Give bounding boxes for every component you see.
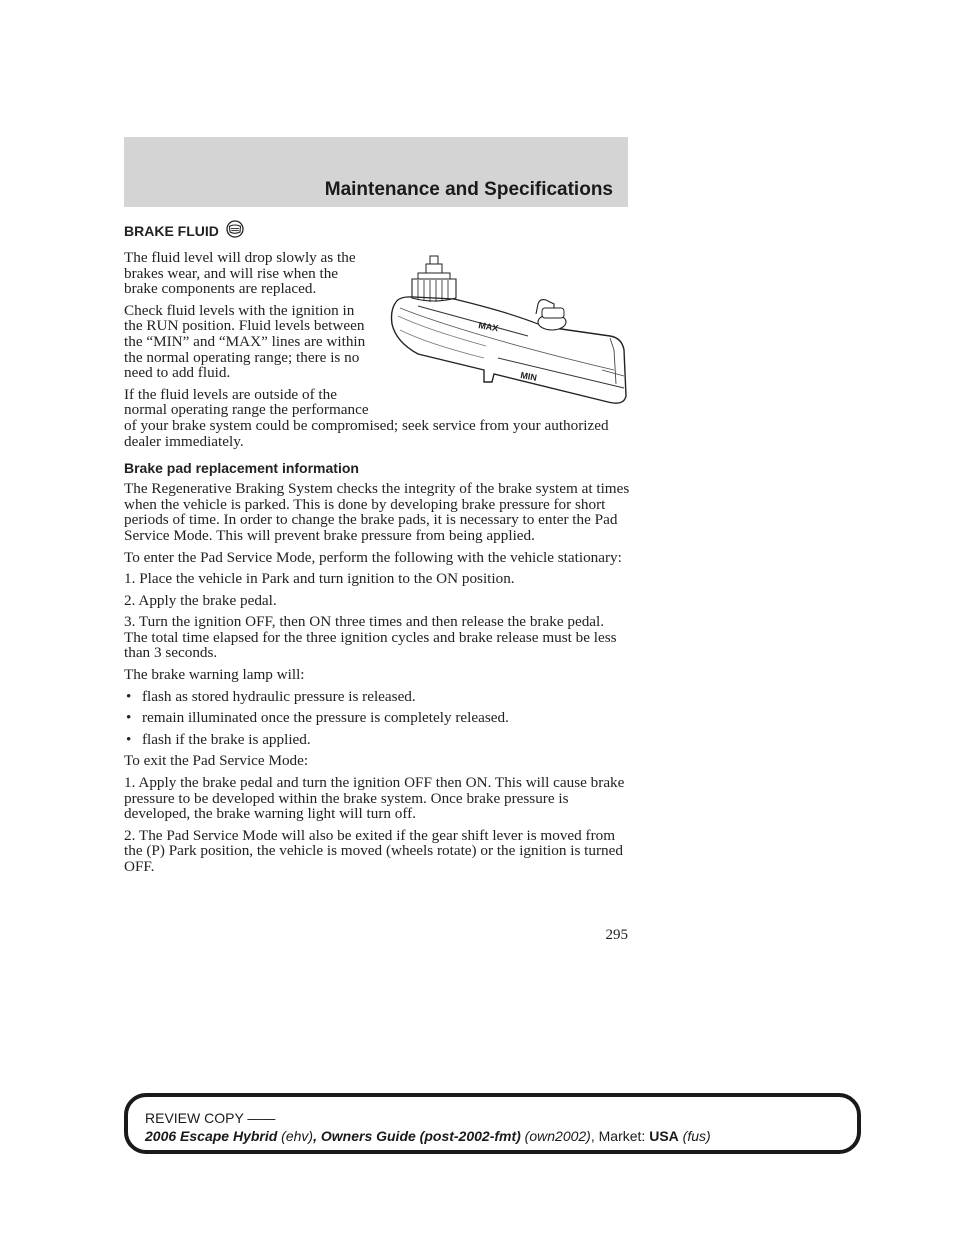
paragraph: The fluid level will drop slowly as the brakes wear, and will rise when the brake components are replaced. [124, 249, 356, 298]
paragraph: The brake warning lamp will: [124, 666, 305, 684]
list-item: • flash if the brake is applied. [126, 730, 311, 748]
brake-fluid-warning-icon [225, 220, 245, 242]
min-label: MIN [519, 370, 538, 383]
header-band [124, 137, 628, 207]
step-item: 2. Apply the brake pedal. [124, 591, 277, 609]
step-item: 1. Place the vehicle in Park and turn ignition to the ON position. [124, 570, 515, 588]
footer-line-2: 2006 Escape Hybrid (ehv), Owners Guide (post-2002-fmt) (own2002), Market: USA (fus) [145, 1128, 711, 1144]
page-number: 295 [605, 927, 628, 943]
paragraph: If the fluid levels are outside of the normal operating range the performance of your brake system could be compromised; seek service from your authorized dealer immediately. [124, 385, 609, 450]
step-item: 2. The Pad Service Mode will also be exited if the gear shift lever is moved from the (P) Park position, the vehicle is moved (wheels rotate) or the ignition is turned OFF. [124, 826, 623, 875]
page-content [124, 220, 630, 881]
paragraph: The Regenerative Braking System checks the integrity of the brake system at times when the vehicle is parked. This is done by developing brake pressure for short periods of time. In order to change the brake pads, it is necessary to enter the Pad Service Mode. This will prevent brake pressure from being applied. [124, 480, 630, 544]
brake-fluid-reservoir-illustration [388, 250, 630, 412]
list-item: • remain illuminated once the pressure is completely released. [126, 709, 509, 727]
paragraph: To exit the Pad Service Mode: [124, 752, 309, 770]
subsection-heading: Brake pad replacement information [124, 460, 359, 477]
page-title: Maintenance and Specifications [324, 179, 613, 200]
step-item: 1. Apply the brake pedal and turn the ignition OFF then ON. This will cause brake pressure to be developed within the brake system. Once brake pressure is developed, the brake warning light will turn off. [124, 774, 625, 823]
max-label: MAX [477, 320, 500, 334]
bullet-list [124, 689, 630, 748]
review-copy-footer [124, 1093, 861, 1154]
paragraph: Check fluid levels with the ignition in the RUN position. Fluid levels between the “MIN” and “MAX” lines are within the normal operating range; there is no need to add fluid. [124, 301, 366, 382]
paragraph: To enter the Pad Service Mode, perform the following with the vehicle stationary: [124, 548, 622, 566]
footer-line-1: REVIEW COPY —— [145, 1110, 276, 1126]
step-item: 3. Turn the ignition OFF, then ON three times and then release the brake pedal. The total time elapsed for the three ignition cycles and brake release must be less than 3 seconds. [124, 613, 617, 662]
section-title: BRAKE FLUID [124, 223, 219, 239]
list-item: • flash as stored hydraulic pressure is released. [126, 687, 416, 705]
section-heading [124, 220, 630, 242]
